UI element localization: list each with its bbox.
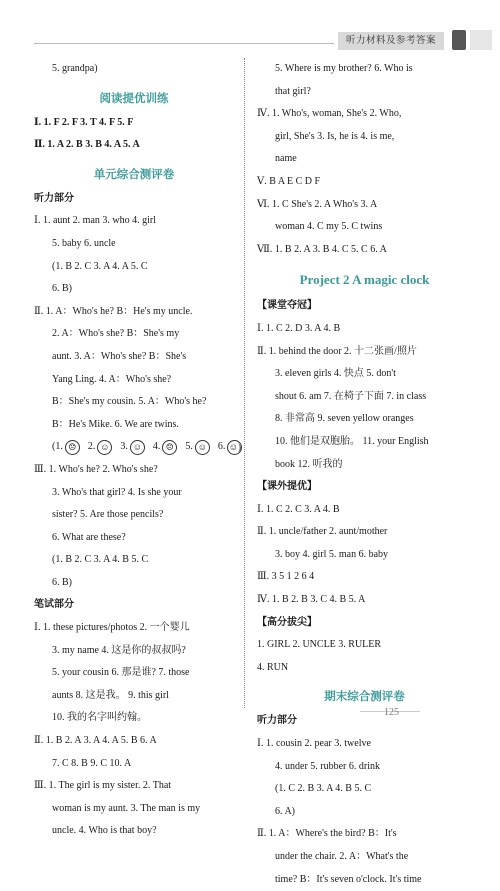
subsection-heading: 听力部分 [34,192,74,204]
face-answers-line [34,436,241,459]
face-icon: ☺ [97,440,112,455]
answer-line: Ⅰ. 1. C 2. D 3. A 4. B [257,322,341,334]
answer-line: 10. 他们是双胞胎。 11. your English [275,435,429,447]
subsection-heading: 【高分拔尖】 [257,616,317,628]
face-icon: ☺) [227,440,242,455]
answer-line: shout 6. am 7. 在椅子下面 7. in class [275,390,427,402]
section-title: 阅读提优训练 [99,90,169,105]
face-number: 6. [217,441,226,453]
answer-line: Ⅳ. 1. B 2. B 3. C 4. B 5. A [257,594,366,606]
answer-line: Ⅲ. 1. Who's he? 2. Who's she? [34,463,158,475]
answer-line: Ⅰ. 1. cousin 2. pear 3. twelve [257,738,371,750]
answer-line: 10. 我的名字叫约翰。 [52,712,147,724]
answer-line: 4. under 5. rubber 6. drink [275,760,380,772]
answer-line: woman is my aunt. 3. The man is my [52,802,201,814]
answer-line: uncle. 4. Who is that boy? [52,825,157,837]
face-number: 2. [87,441,96,453]
face-number: (1. [52,441,63,453]
answer-line: Ⅱ. 1. B 2. A 3. A 4. A 5. B 6. A [34,735,157,747]
right-column [257,58,472,891]
answer-line: Ⅵ. 1. C She's 2. A Who's 3. A [257,198,378,210]
answer-line: aunts 8. 这是我。 9. this girl [52,689,169,701]
answer-line: 6. What are these? [52,531,126,543]
answer-line: 6. B) [52,576,72,588]
subsection-heading: 【课外提优】 [257,481,317,493]
answer-line: Ⅴ. B A E C D F [257,175,321,187]
answer-line: Ⅰ. 1. these pictures/photos 2. 一个婴儿 [34,622,190,634]
face-number: 5. [185,441,193,453]
subsection-heading: 【课堂夺冠】 [257,300,317,312]
answer-line: 3. eleven girls 4. 快点 5. don't [275,368,396,380]
answer-line: under the chair. 2. A：What's the [275,851,409,862]
answer-line: 6. A) [275,805,295,817]
answer-line: time? B：It's seven o'clock. It's time [275,873,422,885]
subsection-heading: 笔试部分 [34,599,74,611]
face-number: 4. [152,441,161,453]
answer-line: book 12. 听我的 [275,458,343,470]
answer-line: 1. GIRL 2. UNCLE 3. RULER [257,639,382,651]
page-tab-decoration [470,30,492,50]
answer-line: 5. your cousin 6. 那是谁? 7. those [52,667,190,679]
face-icon: ☺ [130,440,145,455]
answer-line: Ⅱ. 1. A：Who's he? B：He's my uncle. [34,305,193,317]
section-title: 单元综合测评卷 [93,166,175,181]
answer-line: 8. 非常高 9. seven yellow oranges [275,413,414,425]
answer-line: 2. A：Who's she? B：She's my [52,328,180,340]
answer-line: 6. B) [52,283,72,295]
answer-line: that girl? [275,85,311,97]
answer-line: 3. boy 4. girl 5. man 6. baby [275,548,389,560]
project-title: Project 2 A magic clock [299,272,430,288]
answer-line: (1. C 2. B 3. A 4. B 5. C [275,783,372,795]
answer-line: 3. my name 4. 这是你的叔叔吗? [52,644,186,656]
answer-line: 5. baby 6. uncle [52,237,116,249]
answer-line: Ⅶ. 1. B 2. A 3. B 4. C 5. C 6. A [257,243,387,255]
answer-line: 3. Who's that girl? 4. Is she your [52,486,182,498]
answer-line: Ⅱ. 1. A 2. B 3. B 4. A 5. A [34,139,140,151]
answer-line: Ⅱ. 1. behind the door 2. 十二张画/照片 [257,345,417,357]
answer-line: B：He's Mike. 6. We are twins. [52,418,179,430]
answer-line: Ⅲ. 3 5 1 2 6 4 [257,571,315,583]
answer-line: (1. B 2. C 3. A 4. B 5. C [52,554,149,566]
answer-line: Yang Ling. 4. A：Who's she? [52,373,172,385]
answer-line: aunt. 3. A：Who's she? B：She's [52,350,187,362]
answer-line: name [275,153,297,165]
answer-line: Ⅱ. 1. uncle/father 2. aunt/mother [257,526,388,538]
answer-line: Ⅰ. 1. C 2. C 3. A 4. B [257,503,340,515]
subsection-heading: 听力部分 [257,715,297,727]
face-icon: ☹ [162,440,177,455]
left-column [34,58,241,843]
answer-line: Ⅲ. 1. The girl is my sister. 2. That [34,780,172,792]
answer-line: woman 4. C my 5. C twins [275,221,383,233]
header-section-tag: 听力材料及参考答案 [338,32,444,50]
answer-line: (1. B 2. C 3. A 4. A 5. C [52,260,148,272]
answer-line: Ⅳ. 1. Who's, woman, She's 2. Who, [257,108,402,120]
section-title: 期末综合测评卷 [324,689,405,704]
answer-line: 4. RUN [257,661,289,673]
answer-line: 5. grandpa) [52,63,98,74]
answer-line: 7. C 8. B 9. C 10. A [52,757,132,769]
answer-line: Ⅰ. 1. F 2. F 3. T 4. F 5. F [34,116,134,128]
answer-line: sister? 5. Are those pencils? [52,509,164,521]
answer-line: 5. Where is my brother? 6. Who is [275,63,413,74]
book-icon [452,30,466,50]
page-number: 125 [384,707,399,718]
answer-line: girl, She's 3. Is, he is 4. is me, [275,130,395,142]
answer-line: B：She's my cousin. 5. A：Who's he? [52,396,207,408]
answer-line: Ⅱ. 1. A：Where's the bird? B：It's [257,828,397,840]
answer-line: Ⅰ. 1. aunt 2. man 3. who 4. girl [34,215,156,227]
face-number: 3. [120,441,128,453]
header-rule [34,43,334,44]
face-icon: ☹ [65,440,80,455]
face-icon: ☺ [195,440,210,455]
column-divider [244,58,245,708]
